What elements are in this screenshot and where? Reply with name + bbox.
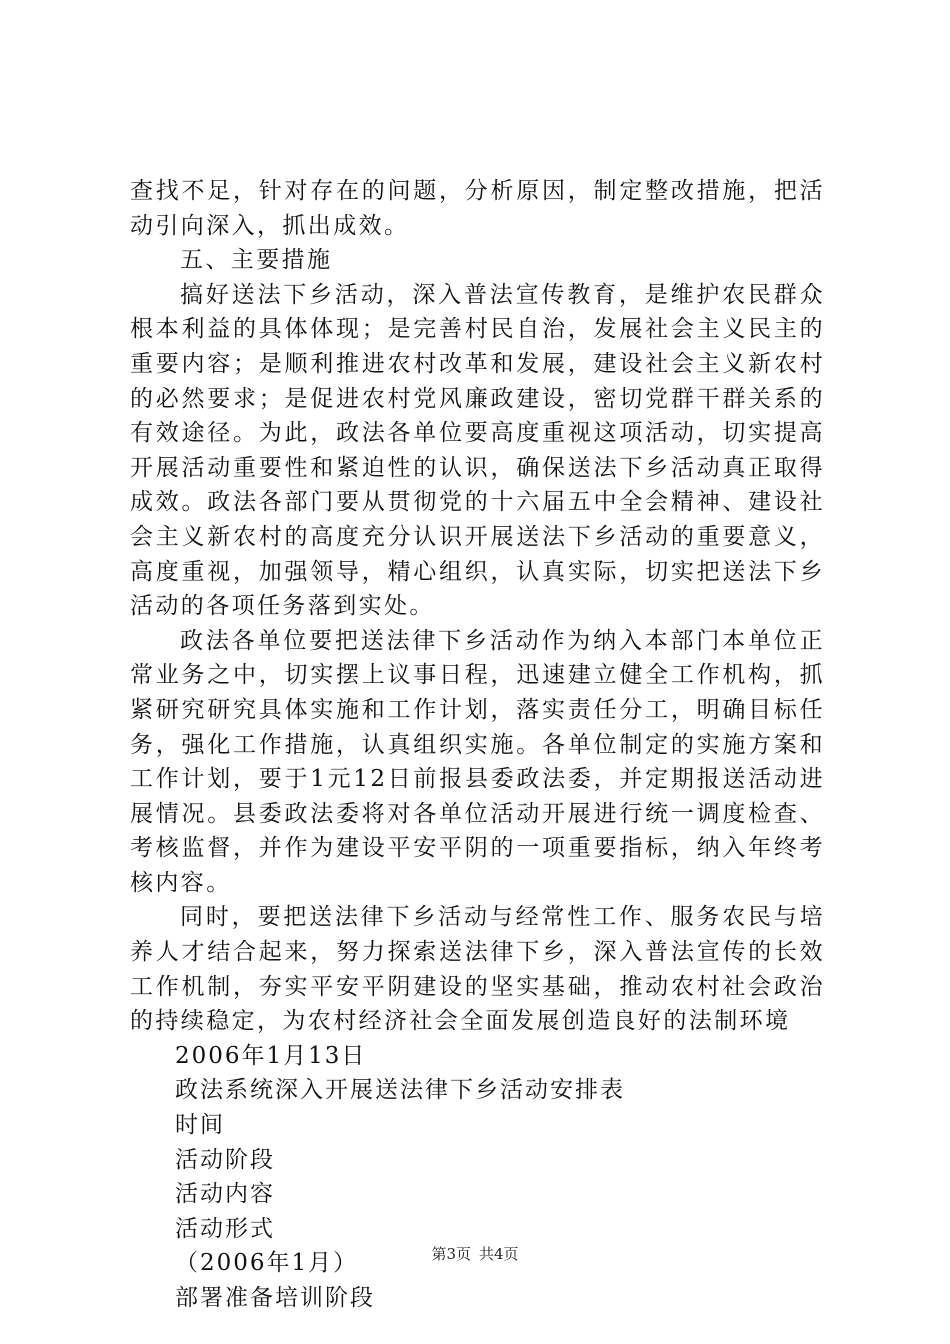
table-header-content: 活动内容 (175, 1181, 275, 1208)
table-title: 政法系统深入开展送法律下乡活动安排表 (175, 1077, 625, 1104)
paragraph-units: 政法各单位要把送法律下乡活动作为纳入本部门本单位正常业务之中，切实摆上议事日程，迅速建立健全工作机构，抓紧研究研究具体实施和工作计划，落实责任分工，明确目标任务，强化工作措施，认真组织实施。各单位制定的实施方案和工作计划，要于1元12日前报县委政法委，并定期报送活动进展情况。县委政法委将对各单位活动开展进行统一调度检查、考核监督，并作为建设平安平阴的一项重要指标，纳入年终考核内容。 (130, 627, 825, 896)
document-date: 2006年1月13日 (175, 1042, 367, 1069)
paragraph-measures: 搞好送法下乡活动，深入普法宣传教育，是维护农民群众根本利益的具体体现；是完善村民自治，发展社会主义民主的重要内容；是顺利推进农村改革和发展，建设社会主义新农村的必然要求；是促进农村党风廉政建设，密切党群干群关系的有效途径。为此，政法各单位要高度重视这项活动，切实提高开展活动重要性和紧迫性的认识，确保送法下乡活动真正取得成效。政法各部门要从贯彻党的十六届五中全会精神、建设社会主义新农村的高度充分认识开展送法下乡活动的重要意义，高度重视，加强领导，精心组织，认真实际，切实把送法下乡活动的各项任务落到实处。 (130, 281, 825, 620)
page-total: 共4页 (479, 1245, 519, 1263)
table-cell-time: （2006年1月） (175, 1250, 359, 1277)
section-heading: 五、主要措施 (180, 247, 333, 274)
table-header-form: 活动形式 (175, 1215, 275, 1242)
paragraph-continuation: 查找不足，针对存在的问题，分析原因，制定整改措施，把活动引向深入，抓出成效。 (130, 178, 825, 239)
table-cell-stage: 部署准备培训阶段 (175, 1285, 375, 1311)
paragraph-mechanism: 同时，要把送法律下乡活动与经常性工作、服务农民与培养人才结合起来，努力探索送法律下乡，深入普法宣传的长效工作机制，夯实平安平阴建设的坚实基础，推动农村社会政治的持续稳定，为农村经济社会全面发展创造良好的法制环境 (130, 904, 825, 1035)
page-number: 第3页 (431, 1245, 471, 1263)
table-header-stage: 活动阶段 (175, 1146, 275, 1173)
table-header-time: 时间 (175, 1112, 225, 1139)
page-footer (0, 1244, 950, 1264)
document-body (130, 174, 825, 1316)
